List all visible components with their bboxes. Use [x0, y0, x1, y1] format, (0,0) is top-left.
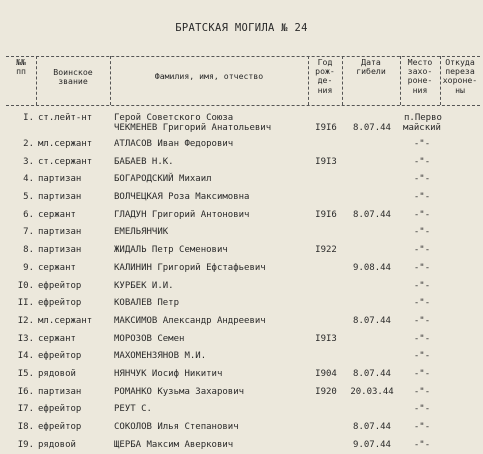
row-burial-place: -"-: [413, 245, 431, 256]
table-row: [6, 207, 480, 225]
row-burial-place: -"-: [413, 192, 431, 203]
row-birth-year: I9I3: [315, 333, 337, 344]
row-rank: ефрейтор: [38, 351, 82, 362]
row-rank: сержант: [38, 333, 76, 344]
row-burial-place: -"-: [413, 209, 431, 220]
row-burial-place: -"-: [413, 139, 431, 149]
row-burial-place: -"-: [413, 315, 431, 326]
row-rank: мл.сержант: [38, 315, 93, 326]
row-rank: ст.лейт-нт: [38, 113, 93, 123]
row-burial-place: -"-: [413, 351, 431, 362]
row-death-date: 8.07.44: [353, 209, 391, 220]
row-death-date: 8.07.44: [353, 123, 391, 133]
header-bottom-rule: [6, 105, 480, 106]
row-name: Герой Советского Союза: [114, 113, 234, 123]
table-row: [6, 260, 480, 278]
row-name: СОКОЛОВ Илья Степанович: [114, 422, 239, 432]
row-rank: партизан: [38, 227, 82, 238]
row-name: НЯНЧУК Иосиф Никитич: [114, 368, 223, 379]
header-rank: Воинское звание: [53, 67, 93, 87]
row-rank: ефрейтор: [38, 298, 82, 309]
row-number: 8.: [23, 245, 34, 256]
table-row: [6, 331, 480, 349]
table-row: [6, 110, 480, 136]
table-row: [6, 171, 480, 189]
row-death-date: 8.07.44: [353, 368, 391, 379]
table-row: [6, 401, 480, 419]
table-row: [6, 224, 480, 242]
row-burial-place: п.Перво: [404, 113, 442, 123]
row-rank: ефрейтор: [38, 422, 82, 432]
row-death-date: 8.07.44: [353, 422, 391, 432]
row-number: I.: [23, 113, 34, 123]
row-name-line2: ЧЕКМЕНЕВ Григорий Анатольевич: [114, 123, 272, 133]
row-rank: партизан: [38, 245, 82, 256]
row-birth-year: I904: [315, 368, 337, 379]
row-number: 3.: [23, 156, 34, 167]
row-burial-place: -"-: [413, 439, 431, 450]
row-number: I6.: [17, 386, 34, 397]
table-row: [6, 366, 480, 384]
row-birth-year: I920: [315, 386, 337, 397]
row-rank: ефрейтор: [38, 280, 82, 291]
row-name: АТЛАСОВ Иван Федорович: [114, 139, 234, 149]
table-row: [6, 189, 480, 207]
row-birth-year: I9I3: [315, 156, 337, 167]
header-year: Год рож- де- ния: [315, 57, 335, 95]
table-row: [6, 295, 480, 313]
row-rank: сержант: [38, 262, 76, 273]
row-name: БАБАЕВ Н.К.: [114, 156, 174, 167]
row-burial-place: -"-: [413, 404, 431, 415]
row-number: 6.: [23, 209, 34, 220]
row-death-date: 8.07.44: [353, 315, 391, 326]
row-number: I3.: [17, 333, 34, 344]
row-burial-place: -"-: [413, 422, 431, 432]
row-name: ЩЕРБА Максим Аверкович: [114, 439, 234, 450]
header-origin: Откуда переза хороне- ны: [442, 57, 478, 95]
row-burial-place: -"-: [413, 174, 431, 185]
row-name: РЕУТ С.: [114, 404, 152, 415]
row-number: I9.: [17, 439, 34, 450]
table-row: [6, 348, 480, 366]
row-rank: партизан: [38, 192, 82, 203]
row-number: I7.: [17, 404, 34, 415]
row-number: I0.: [17, 280, 34, 291]
row-number: I8.: [17, 422, 34, 432]
row-rank: рядовой: [38, 368, 76, 379]
row-burial-place: -"-: [413, 386, 431, 397]
row-number: I4.: [17, 351, 34, 362]
row-birth-year: I9I6: [315, 123, 337, 133]
row-name: ГЛАДУН Григорий Антонович: [114, 209, 250, 220]
row-number: 9.: [23, 262, 34, 273]
row-name: ЕМЕЛЬЯНЧИК: [114, 227, 169, 238]
row-rank: ефрейтор: [38, 404, 82, 415]
row-burial-place: -"-: [413, 333, 431, 344]
row-death-date: 20.03.44: [350, 386, 394, 397]
row-name: КОВАЛЕВ Петр: [114, 298, 180, 309]
table-row: [6, 384, 480, 402]
header-place: Место захо- роне- ния: [407, 57, 433, 95]
table-row: [6, 313, 480, 331]
row-number: 4.: [23, 174, 34, 185]
row-name: БОГАРОДСКИЙ Михаил: [114, 174, 212, 185]
table-row: [6, 437, 480, 454]
row-rank: партизан: [38, 386, 82, 397]
row-birth-year: I9I6: [315, 209, 337, 220]
row-rank: мл.сержант: [38, 139, 93, 149]
row-number: 7.: [23, 227, 34, 238]
row-death-date: 9.08.44: [353, 262, 391, 273]
row-number: 2.: [23, 139, 34, 149]
row-number: II.: [17, 298, 34, 309]
row-name: КАЛИНИН Григорий Ефстафьевич: [114, 262, 266, 273]
row-birth-year: I922: [315, 245, 337, 256]
table-row: [6, 242, 480, 260]
table-body: [6, 110, 480, 454]
table-row: [6, 136, 480, 154]
row-number: 5.: [23, 192, 34, 203]
table-row: [6, 278, 480, 296]
row-name: ЖИДАЛЬ Петр Семенович: [114, 245, 228, 256]
row-burial-place: -"-: [413, 368, 431, 379]
row-burial-place-line2: майский: [403, 123, 441, 133]
row-rank: сержант: [38, 209, 76, 220]
header-date: Дата гибели: [356, 57, 386, 77]
row-burial-place: -"-: [413, 262, 431, 273]
row-name: МАКСИМОВ Александр Андреевич: [114, 315, 266, 326]
header-num: №№ пп: [16, 57, 26, 77]
row-burial-place: -"-: [413, 227, 431, 238]
row-name: МОРОЗОВ Семен: [114, 333, 185, 344]
row-burial-place: -"-: [413, 280, 431, 291]
row-name: РОМАНКО Кузьма Захарович: [114, 386, 245, 397]
table-row: [6, 154, 480, 172]
row-name: ВОЛЧЕЦКАЯ Роза Максимовна: [114, 192, 250, 203]
table-row: [6, 419, 480, 437]
row-death-date: 9.07.44: [353, 439, 391, 450]
row-number: I5.: [17, 368, 34, 379]
row-burial-place: -"-: [413, 156, 431, 167]
row-burial-place: -"-: [413, 298, 431, 309]
header-name: Фамилия, имя, отчество: [154, 71, 264, 81]
row-name: КУРБЕК И.И.: [114, 280, 174, 291]
row-rank: рядовой: [38, 439, 76, 450]
row-rank: ст.сержант: [38, 156, 93, 167]
row-name: МАХОМЕНЗЯНОВ М.И.: [114, 351, 207, 362]
row-number: I2.: [17, 315, 34, 326]
page-title: БРАТСКАЯ МОГИЛА № 24: [175, 22, 308, 34]
row-rank: партизан: [38, 174, 82, 185]
